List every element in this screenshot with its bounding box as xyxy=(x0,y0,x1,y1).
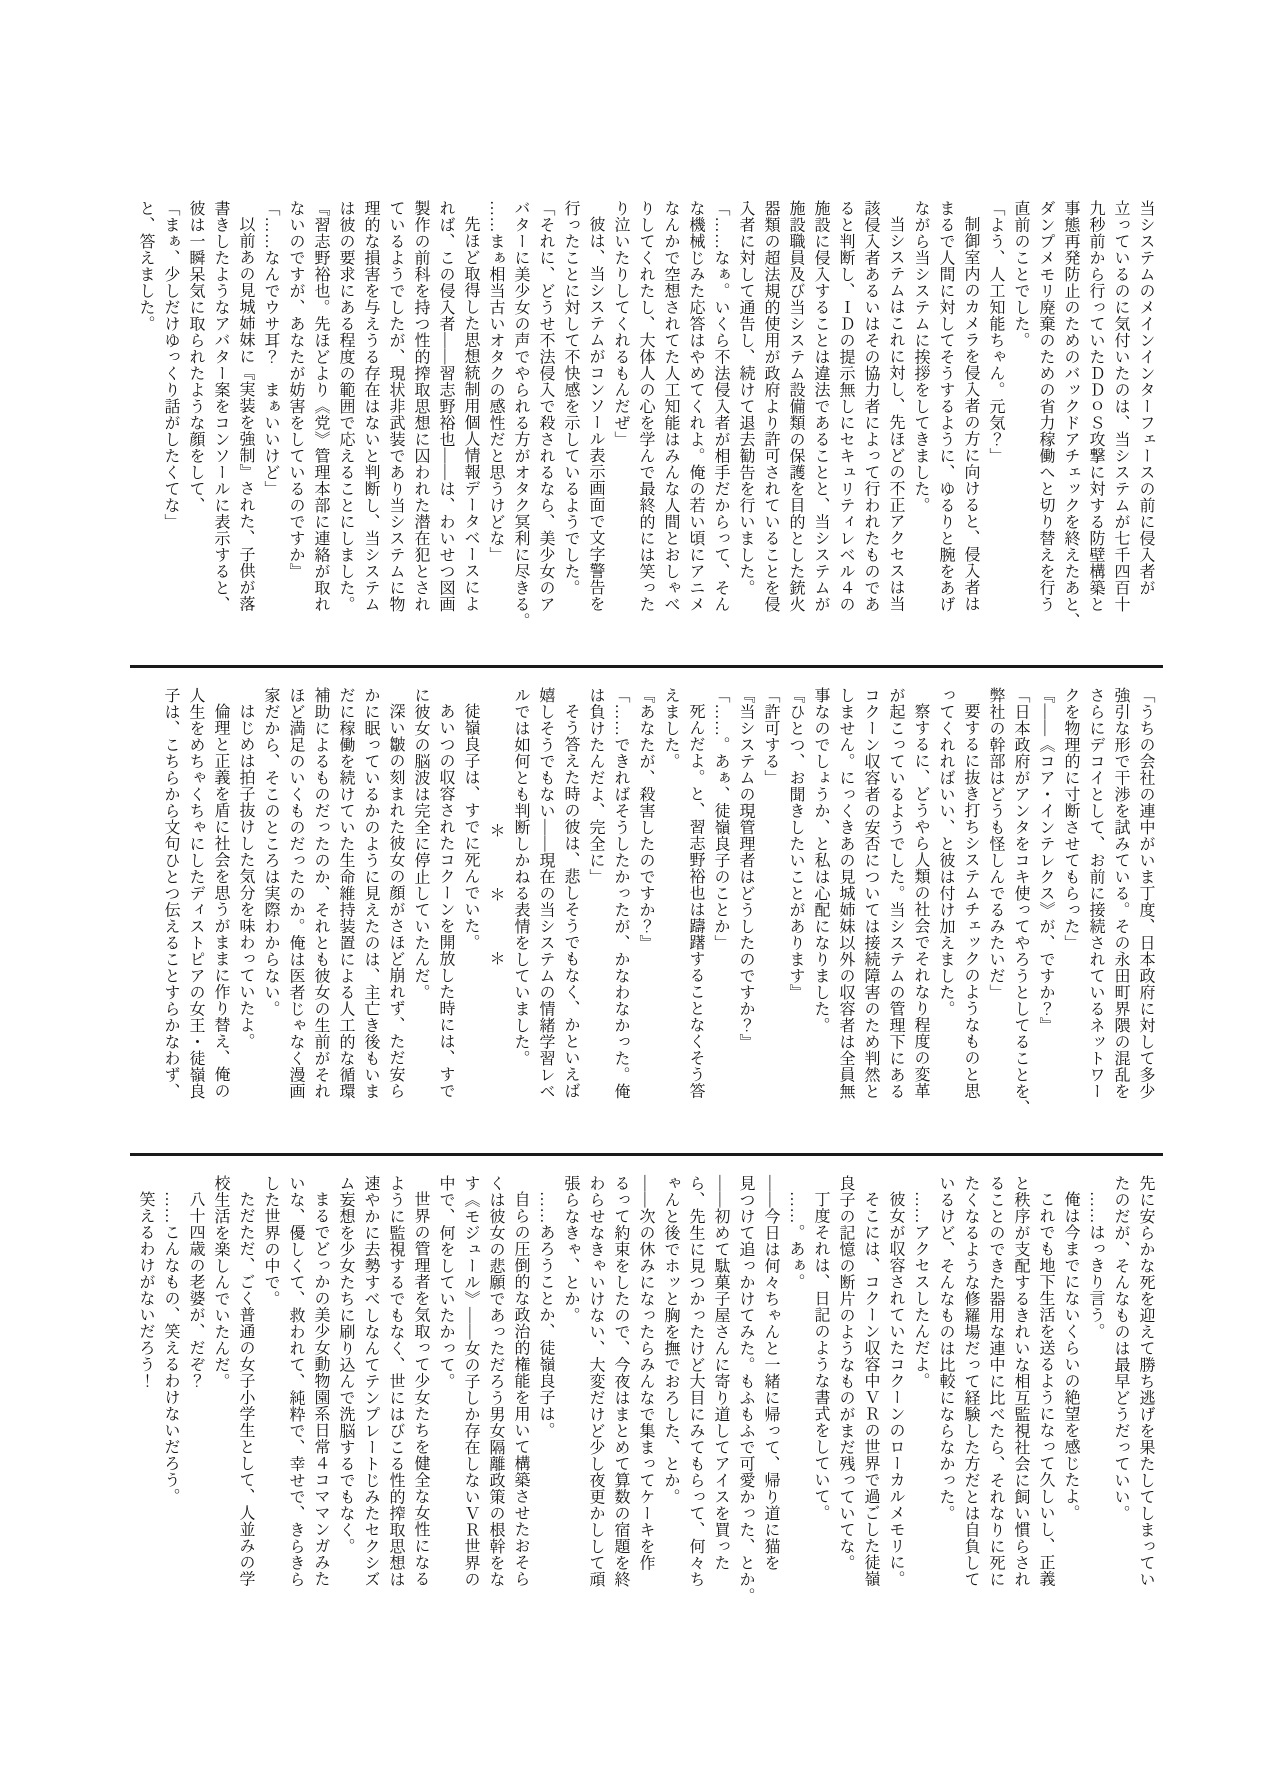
text-column: 笑えるわけがないだろう！ xyxy=(137,1191,154,1389)
text-column: な機械じみた応答はやめてくれよ。俺の若い頃にアニメ xyxy=(687,200,704,613)
text-column: と秩序が支配するきれいな相互監視社会に飼い慣らされ xyxy=(1012,1175,1029,1588)
text-column: ているようでしたが、現状非武装であり当システムに物 xyxy=(387,200,404,613)
text-column: 九秒前から行っていたＤＤｏＳ攻撃に対する防壁構築と xyxy=(1087,200,1104,613)
text-column: 「許可する」 xyxy=(762,687,779,786)
text-column: 見つけて追っかけてみた。もふもふで可愛かった、とか。 xyxy=(737,1175,754,1604)
text-column: 以前あの見城姉妹に『実装を強制』された、子供が落 xyxy=(237,216,254,612)
text-column: 行ったことに対して不快感を示しているようでした。 xyxy=(562,200,579,596)
text-column: 「うちの会社の連中がいま丁度、日本政府に対して多少 xyxy=(1137,687,1154,1100)
text-column: 「それに、どうせ不法侵入で殺されるなら、美少女のア xyxy=(537,200,554,613)
text-column: 深い皺の刻まれた彼女の顔がさほど崩れず、ただ安ら xyxy=(387,703,404,1099)
text-column: 世界の管理者を気取って少女たちを健全な女性になる xyxy=(412,1191,429,1587)
text-column: 「……。あぁ、徒嶺良子のことか」 xyxy=(712,687,729,951)
text-column: 強引な形で干渉を試みている。その永田町界隈の混乱を xyxy=(1112,687,1129,1100)
section-divider-1 xyxy=(130,665,1163,668)
text-column: ……アクセスしたんだよ。 xyxy=(912,1191,929,1389)
text-column: ゃんと後でホッと胸を撫でおろした、とか。 xyxy=(662,1175,679,1505)
text-column: るって約束をしたので、今夜はまとめて算数の宿題を終 xyxy=(612,1175,629,1588)
text-column: ように監視するでもなく、世にはびこる性的搾取思想は xyxy=(387,1175,404,1588)
text-column: 察するに、どうやら人類の社会でそれなり程度の変革 xyxy=(912,703,929,1099)
text-column: ってくれればいい、と彼は付け加えました。 xyxy=(937,687,954,1017)
text-column: そこには、コクーン収容中ＶＲの世界で過ごした徒嶺 xyxy=(862,1191,879,1587)
text-column: 施設に侵入することは違法であることと、当システムが xyxy=(812,200,829,613)
text-column: 「日本政府がアンタをコキ使ってやろうとしてることを、 xyxy=(1012,687,1029,1116)
text-column: わらせなきゃいけない、大変だけど少し夜更かしして頑 xyxy=(587,1175,604,1588)
text-column: は負けたんだよ、完全に」 xyxy=(587,687,604,885)
text-column: ……あろうことか、徒嶺良子は。 xyxy=(537,1191,554,1439)
text-column: ……こんなもの、笑えるわけないだろう。 xyxy=(162,1191,179,1505)
text-column: 事態再発防止のためのバックドアチェックを終えたあと、 xyxy=(1062,200,1079,629)
text-column: 該侵入者あるいはその協力者によって行われたものであ xyxy=(862,200,879,613)
text-column: ほど満足のいくものだったのか。俺は医者じゃなく漫画 xyxy=(287,687,304,1100)
text-column: は彼の要求にある程度の範囲で応えることにしました。 xyxy=(337,200,354,613)
text-column: ――次の休みになったらみんなで集まってケーキを作 xyxy=(637,1175,654,1571)
text-column: 八十四歳の老婆が、だぞ？ xyxy=(187,1191,204,1389)
text-column: ながら当システムに挨拶をしてきました。 xyxy=(912,200,929,514)
text-column: 彼は、当システムがコンソール表示画面で文字警告を xyxy=(587,216,604,612)
text-column: なんかで空想されてた人工知能はみんな人間とおしゃべ xyxy=(662,200,679,613)
text-column: 弊社の幹部はどうも怪しんでるみたいだ」 xyxy=(987,687,1004,1001)
text-column: に彼女の脳波は完全に停止していたんだ。 xyxy=(412,687,429,1001)
text-column: ないのですが、あなたが妨害をしているのですか』 xyxy=(287,200,304,580)
text-column: 『あなたが、殺害したのですか？』 xyxy=(637,687,654,951)
text-column: 『当システムの現管理者はどうしたのですか？』 xyxy=(737,687,754,1050)
text-section-top xyxy=(133,200,1158,629)
section-divider-2 xyxy=(130,1153,1163,1156)
text-column: ると判断し、ＩＤの提示無しにセキュリティレベル４の xyxy=(837,200,854,613)
text-column: ることのできた器用な連中に比べたら、それなりに死に xyxy=(987,1175,1004,1588)
text-column: えました。 xyxy=(662,687,679,770)
text-column: ダンプメモリ廃棄のための省力稼働へと切り替えを行う xyxy=(1037,200,1054,613)
text-column: だに稼働を続けていた生命維持装置による人工的な循環 xyxy=(337,687,354,1100)
text-column: 倫理と正義を盾に社会を思うがままに作り替え、俺の xyxy=(212,703,229,1099)
text-column: まるでどっかの美少女動物園系日常４コママンガみた xyxy=(312,1191,329,1587)
text-column: 『――《コア・インテレクス》が、ですか？』 xyxy=(1037,687,1054,1034)
text-column: 彼は一瞬呆気に取られたような顔をして、 xyxy=(187,200,204,514)
text-column: バターに美少女の声でやられる方がオタク冥利に尽きる。 xyxy=(512,200,529,629)
text-section-bottom xyxy=(133,1175,1158,1604)
text-column: 「よう、人工知能ちゃん。元気？」 xyxy=(987,200,1004,464)
text-column: ――初めて駄菓子屋さんに寄り道してアイスを買った xyxy=(712,1175,729,1571)
text-column: 要するに抜き打ちシステムチェックのようなものと思 xyxy=(962,703,979,1099)
text-column: 当システムはこれに対し、先ほどの不正アクセスは当 xyxy=(887,216,904,612)
text-column: 当システムのメインインターフェースの前に侵入者が xyxy=(1137,200,1154,596)
text-column: す《モジュール》――女の子しか存在しないＶＲ世界の xyxy=(462,1175,479,1588)
text-column: かに眠っているかのように見えたのは、主亡き後もいま xyxy=(362,687,379,1100)
text-column: 補助によるものだったのか、それとも彼女の生前がそれ xyxy=(312,687,329,1100)
text-column: 書きしたようなアバター案をコンソールに表示すると、 xyxy=(212,200,229,613)
text-column: 速やかに去勢すべしなんてテンプレートじみたセクシズ xyxy=(362,1175,379,1588)
text-column: れば、この侵入者――習志野裕也――は、わいせつ図画 xyxy=(437,200,454,613)
text-column: 器類の超法規的使用が政府より許可されていることを侵 xyxy=(762,200,779,613)
text-column: 「まぁ、少しだけゆっくり話がしたくてな」 xyxy=(162,200,179,530)
text-column: ら、先生に見つかったけど大目にみてもらって、何々ち xyxy=(687,1175,704,1588)
text-column: 徒嶺良子は、すでに死んでいた。 xyxy=(462,703,479,951)
text-column: 製作の前科を持つ性的搾取思想に囚われた潜在犯とされ xyxy=(412,200,429,613)
text-column: そう答えた時の彼は、悲しそうでもなく、かといえば xyxy=(562,703,579,1099)
text-column: 中で、何をしていたかって。 xyxy=(437,1175,454,1390)
text-column: 事なのでしょうか、と私は心配になりました。 xyxy=(812,687,829,1034)
text-column: くは彼女の悲願であっただろう男女隔離政策の根幹をな xyxy=(487,1175,504,1588)
text-column: ただただ、ごく普通の女子小学生として、人並みの学 xyxy=(237,1191,254,1587)
text-column: 施設職員及び当システム設備類の保護を目的とした銃火 xyxy=(787,200,804,613)
text-column: たのだが、そんなものは最早どうだっていい。 xyxy=(1112,1175,1129,1522)
text-column: り泣いたりしてくれるもんだぜ」 xyxy=(612,200,629,448)
text-column: 人生をめちゃくちゃにしたディストピアの女王・徒嶺良 xyxy=(187,687,204,1100)
text-column: 制御室内のカメラを侵入者の方に向けると、侵入者は xyxy=(962,216,979,612)
text-column: ……まぁ相当古いオタクの感性だと思うけどな」 xyxy=(487,200,504,563)
text-column: 先に安らかな死を迎えて勝ち逃げを果たしてしまってい xyxy=(1137,1175,1154,1588)
text-column: 立っているのに気付いたのは、当システムが七千四百十 xyxy=(1112,200,1129,613)
text-column: 子は、こちらから文句ひとつ伝えることすらかなわず、 xyxy=(162,687,179,1100)
text-column: 死んだよ。と、習志野裕也は躊躇することなくそう答 xyxy=(687,703,704,1099)
text-column: 丁度それは、日記のような書式をしていて。 xyxy=(812,1191,829,1521)
text-column: した世界の中で。 xyxy=(262,1175,279,1307)
text-column: 「……なぁ。いくら不法侵入者が相手だからって、そん xyxy=(712,200,729,613)
text-column: 「……なんでウサ耳？ まぁいいけど」 xyxy=(262,200,279,497)
text-column: 入者に対して通告し、続けて退去勧告を行いました。 xyxy=(737,200,754,596)
text-column: さらにデコイとして、お前に接続されているネットワー xyxy=(1087,687,1104,1100)
text-column: 校生活を楽しんでいたんだ。 xyxy=(212,1175,229,1390)
text-column: あいつの収容されたコクーンを開放した時には、すで xyxy=(437,703,454,1099)
text-column: ……。あぁ。 xyxy=(787,1191,804,1290)
text-column: はじめは拍子抜けした気分を味わっていたよ。 xyxy=(237,703,254,1050)
text-column: 良子の記憶の断片のようなものがまだ残っていてな。 xyxy=(837,1175,854,1571)
text-column: ルでは如何とも判断しかねる表情をしていました。 xyxy=(512,687,529,1067)
text-column: 直前のことでした。 xyxy=(1012,200,1029,349)
text-column: たくなるような修羅場だって経験した方だとは自負して xyxy=(962,1175,979,1588)
text-column: まるで人間に対してそうするように、ゆるりと腕をあげ xyxy=(937,200,954,613)
text-column: しません。にっくきあの見城姉妹以外の収容者は全員無 xyxy=(837,687,854,1100)
text-column: 張らなきゃ、とか。 xyxy=(562,1175,579,1324)
text-column: 彼女が収容されていたコクーンのローカルメモリに。 xyxy=(887,1191,904,1587)
text-section-middle xyxy=(158,687,1158,1116)
text-column: 「……できればそうしたかったが、かなわなかった。俺 xyxy=(612,687,629,1100)
text-column: 『習志野裕也。先ほどより《党》管理本部に連絡が取れ xyxy=(312,200,329,613)
text-column: ム妄想を少女たちに刷り込んで洗脳するでもなく。 xyxy=(337,1175,354,1555)
text-column: と、答えました。 xyxy=(137,200,154,332)
text-column: 自らの圧倒的な政治的権能を用いて構築させたおそら xyxy=(512,1191,529,1587)
text-column: ……はっきり言う。 xyxy=(1087,1191,1104,1340)
text-column: が起こっているようでした。当システムの管理下にある xyxy=(887,687,904,1100)
text-column: 嬉しそうでもない――現在の当システムの情緒学習レベ xyxy=(537,687,554,1100)
text-column: 家だから、そこのところは実際わからない。 xyxy=(262,687,279,1017)
text-column: 先ほど取得した思想統制用個人情報データベースによ xyxy=(462,216,479,612)
text-column: いな、優しくて、救われて、純粋で、幸せで、きらきら xyxy=(287,1175,304,1588)
text-column: ――今日は何々ちゃんと一緒に帰って、帰り道に猫を xyxy=(762,1175,779,1571)
scene-break-stars: ＊ ＊ ＊ xyxy=(487,822,504,966)
text-column: 『ひとつ、お聞きしたいことがあります』 xyxy=(787,687,804,1001)
text-column: りしてくれたし、大体人の心を学んで最終的には笑った xyxy=(637,200,654,613)
text-column: クを物理的に寸断させてもらった」 xyxy=(1062,687,1079,951)
text-column: コクーン収容者の安否については接続障害のため判然と xyxy=(862,687,879,1100)
text-column: 俺は今までにないくらいの絶望を感じたよ。 xyxy=(1062,1191,1079,1521)
text-column: いるけど、そんなものは比較にならなかった。 xyxy=(937,1175,954,1522)
text-column: これでも地下生活を送るようになって久しいし、正義 xyxy=(1037,1191,1054,1587)
text-column: 理的な損害を与えうる存在はないと判断し、当システム xyxy=(362,200,379,613)
